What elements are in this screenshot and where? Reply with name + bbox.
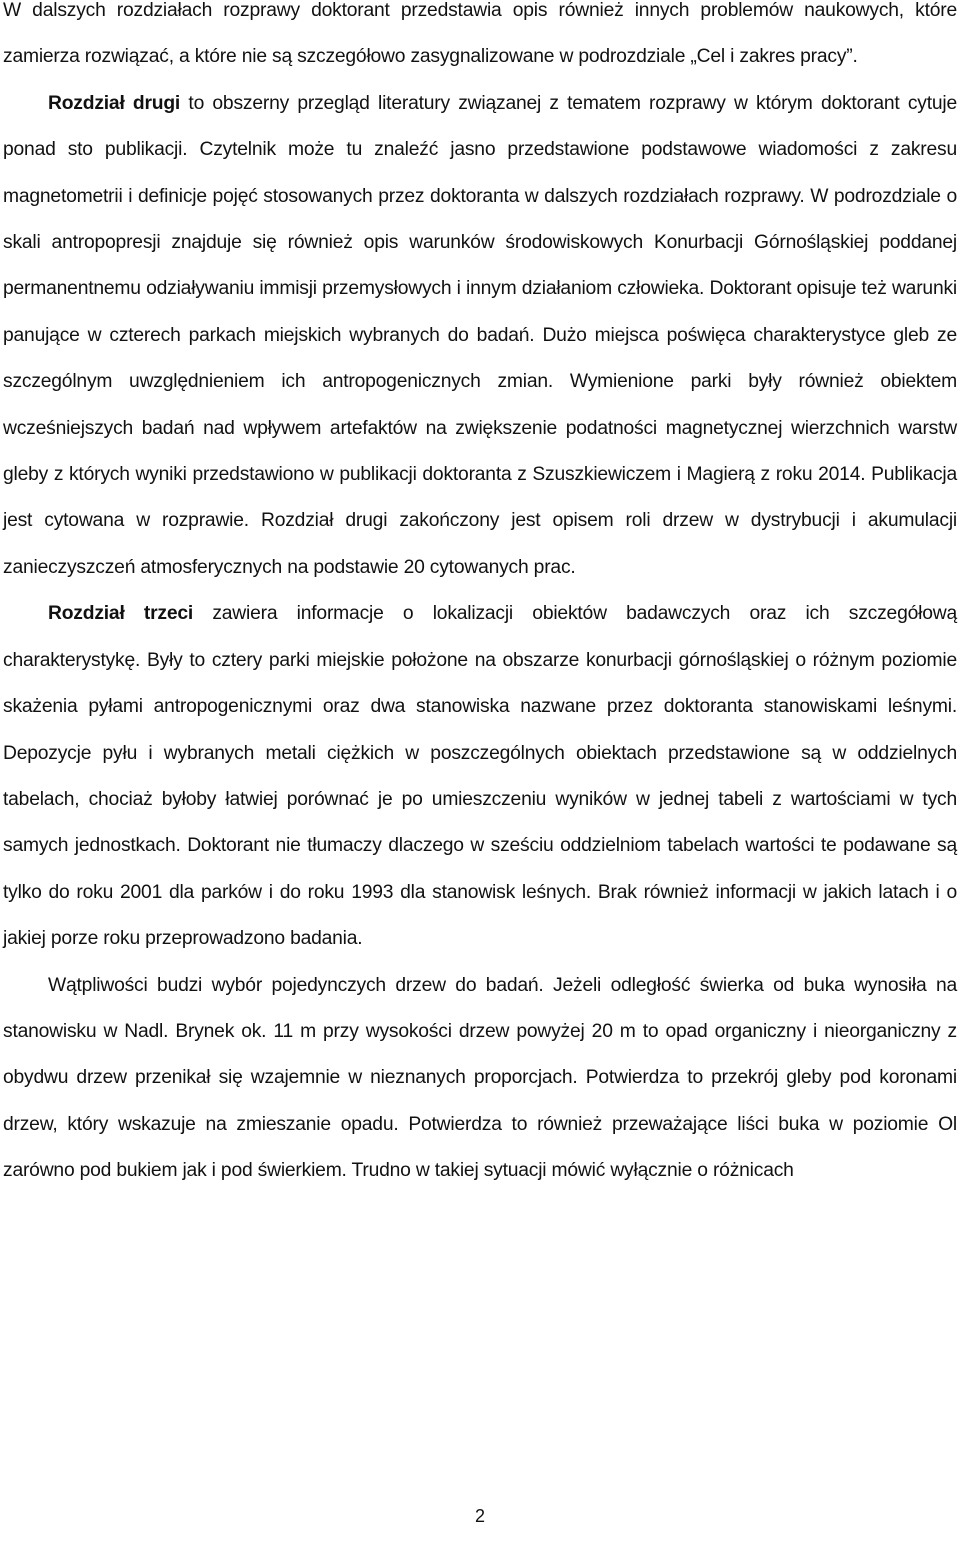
- page-number: 2: [474, 1506, 485, 1526]
- paragraph-chapter-two-text: to obszerny przegląd literatury związanej z tematem rozprawy w którym doktorant cytuje ponad sto publikacji. Czytelnik może tu znaleźć jasno przedstawione podstawowe wiadomości z zakresu magnetometrii i definicje pojęć stosowanych przez doktoranta w dalszych rozdziałach rozprawy. W podrozdziale o skali antropopresji znajduje się również opis warunków środowiskowych Konurbacji Górnośląskiej poddanej permanentnemu odziaływaniu immisji przemysłowych i innym działaniom człowieka. Doktorant opisuje też warunki panujące w czterech parkach miejskich wybranych do badań. Dużo miejsca poświęca charakterystyce gleb ze szczególnym uwzględnieniem ich antropogenicznych zmian. Wymienione parki były również obiektem wcześniejszych badań nad wpływem artefaktów na zwiększenie podatności magnetycznej wierzchnich warstw gleby z których wyniki przedstawiono w publikacji doktoranta z Szuszkiewiczem i Magierą z roku 2014. Publikacja jest cytowana w rozprawie. Rozdział drugi zakończony jest opisem roli drzew w dystrybucji i akumulacji zanieczyszczeń atmosferycznych na podstawie 20 cytowanych prac.: [3, 92, 958, 578]
- paragraph-doubts-text: Wątpliwości budzi wybór pojedynczych drzew do badań. Jeżeli odległość świerka od buka wynosiła na stanowisku w Nadl. Brynek ok. 11 m przy wysokości drzew powyżej 20 m to opad organiczny i nieorganiczny z obydwu drzew przenikał się wzajemnie w nieznanych proporcjach. Potwierdza to przekrój gleby pod koronami drzew, który wskazuje na zmieszanie opadu. Potwierdza to również przeważające liści buka w poziomie Ol zarówno pod bukiem jak i pod świerkiem. Trudno w takiej sytuacji mówić wyłącznie o różnicach: [3, 974, 957, 1182]
- paragraph-intro-text: W dalszych rozdziałach rozprawy doktorant przedstawia opis również innych problemów naukowych, które zamierza rozwiązać, a które nie są szczegółowo zasygnalizowane w podrozdziale „Cel i zakres pracy”.: [3, 0, 957, 68]
- document-page: [3, 0, 957, 1195]
- chapter-two-heading: Rozdział drugi: [48, 92, 181, 114]
- paragraph-doubts: [3, 963, 957, 1195]
- paragraph-intro: [3, 0, 957, 81]
- paragraph-chapter-three-text: zawiera informacje o lokalizacji obiektów badawczych oraz ich szczegółową charakterystykę. Były to cztery parki miejskie położone na obszarze konurbacji górnośląskiej o różnym poziomie skażenia pyłami antropogenicznymi oraz dwa stanowiska nazwane przez doktoranta stanowiskami leśnymi. Depozycje pyłu i wybranych metali ciężkich w poszczególnych obiektach przedstawione są w oddzielnych tabelach, chociaż byłoby łatwiej porównać je po umieszczeniu wyników w jednej tabeli z wartościami w tych samych jednostkach. Doktorant nie tłumaczy dlaczego w sześciu oddzielniom tabelach wartości te podawane są tylko do roku 2001 dla parków i do roku 1993 dla stanowisk leśnych. Brak również informacji w jakich latach i o jakiej porze roku przeprowadzono badania.: [3, 603, 957, 950]
- chapter-three-heading: Rozdział trzeci: [48, 603, 194, 625]
- paragraph-chapter-three: [3, 591, 957, 962]
- paragraph-chapter-two: [3, 81, 957, 591]
